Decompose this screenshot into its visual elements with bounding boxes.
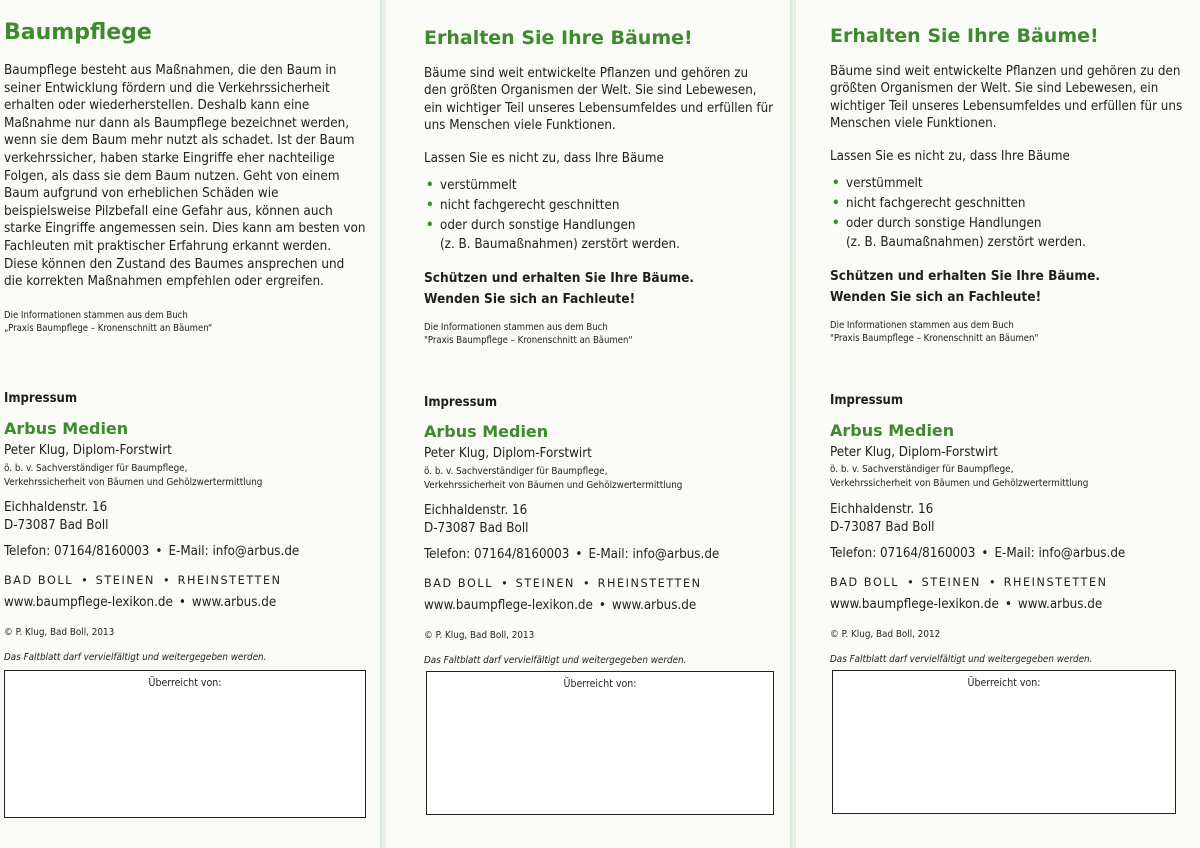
company-name: Arbus Medien <box>4 419 129 438</box>
web-link-2[interactable]: www.arbus.de <box>611 598 697 613</box>
location-3: RHEINSTETTEN <box>177 574 282 587</box>
bullet-icon: • <box>832 176 840 191</box>
locations-line <box>4 574 384 587</box>
location-3: RHEINSTETTEN <box>1003 576 1108 589</box>
street: Eichhaldenstr. 16 <box>830 502 934 517</box>
person-name: Peter Klug, Diplom-Forstwirt <box>4 443 172 458</box>
list-item <box>830 214 1200 251</box>
separator: • <box>598 598 606 613</box>
intro-paragraph: Bäume sind weit entwickelte Pflanzen und gehören zu den größten Organismen der Welt. Sie sind Lebewesen, ein wichtiger Teil unseres Lebensumfeldes und erfüllen für uns Menschen viele Funktionen. <box>424 66 774 134</box>
location-2: STEINEN <box>515 577 575 590</box>
copy-note: Das Faltblatt darf vervielfältigt und weitergegeben werden. <box>424 655 687 666</box>
impressum-heading: Impressum <box>830 393 904 408</box>
phone: Telefon: 07164/8160003 <box>4 544 150 559</box>
source-line-2: "Praxis Baumpflege – Kronenschnitt an Bäumen" <box>424 335 633 346</box>
list-item <box>830 174 1200 194</box>
panel-left <box>0 0 384 848</box>
separator: • <box>575 547 583 562</box>
role-line-2: Verkehrssicherheit von Bäumen und Gehölzwertermittlung <box>830 478 1089 489</box>
street: Eichhaldenstr. 16 <box>4 500 108 515</box>
page-title: Baumpflege <box>4 20 152 45</box>
web-link-2[interactable]: www.arbus.de <box>1017 597 1103 612</box>
call-to-action-1: Schützen und erhalten Sie Ihre Bäume. <box>830 268 1101 284</box>
list-item-continuation: (z. B. Baumaßnahmen) zerstört werden. <box>846 235 1086 250</box>
call-to-action-2: Wenden Sie sich an Fachleute! <box>830 289 1042 305</box>
person-name: Peter Klug, Diplom-Forstwirt <box>830 445 998 460</box>
call-to-action-1: Schützen und erhalten Sie Ihre Bäume. <box>424 270 695 286</box>
handover-label: Überreicht von: <box>563 678 637 690</box>
source-line-1: Die Informationen stammen aus dem Buch <box>424 322 608 333</box>
separator: • <box>582 577 590 590</box>
company-name: Arbus Medien <box>830 421 955 440</box>
role-line-1: ö. b. v. Sachverständiger für Baumpflege, <box>830 464 1014 475</box>
copy-note: Das Faltblatt darf vervielfältigt und weitergegeben werden. <box>830 654 1093 665</box>
web-line <box>424 598 794 613</box>
location-2: STEINEN <box>95 574 155 587</box>
street: Eichhaldenstr. 16 <box>424 503 528 518</box>
person-name: Peter Klug, Diplom-Forstwirt <box>424 446 592 461</box>
impressum-heading: Impressum <box>424 395 498 410</box>
list-item-text: verstümmelt <box>440 178 517 193</box>
location-1: BAD BOLL <box>4 574 74 587</box>
separator: • <box>981 546 989 561</box>
locations-line <box>830 576 1200 589</box>
separator: • <box>988 576 996 589</box>
web-link-1[interactable]: www.baumpflege-lexikon.de <box>830 597 999 612</box>
separator: • <box>155 544 163 559</box>
list-item-text: nicht fachgerecht geschnitten <box>846 196 1026 211</box>
lead-sentence: Lassen Sie es nicht zu, dass Ihre Bäume <box>830 149 1070 164</box>
bullet-icon: • <box>426 178 434 193</box>
web-link-1[interactable]: www.baumpflege-lexikon.de <box>4 595 173 610</box>
call-to-action-2: Wenden Sie sich an Fachleute! <box>424 291 636 307</box>
list-item <box>424 176 794 196</box>
phone: Telefon: 07164/8160003 <box>830 546 976 561</box>
separator: • <box>162 574 170 587</box>
location-1: BAD BOLL <box>424 577 494 590</box>
contact-line <box>830 546 1200 561</box>
panel-title: Erhalten Sie Ihre Bäume! <box>830 25 1099 47</box>
email-link[interactable]: E-Mail: info@arbus.de <box>994 546 1126 561</box>
role-line-2: Verkehrssicherheit von Bäumen und Gehölzwertermittlung <box>4 477 263 488</box>
list-item-text: verstümmelt <box>846 176 923 191</box>
copyright: © P. Klug, Bad Boll, 2012 <box>830 629 941 640</box>
handover-box <box>832 670 1176 814</box>
handover-label: Überreicht von: <box>967 677 1041 689</box>
source-line-1: Die Informationen stammen aus dem Buch <box>830 320 1014 331</box>
bullet-list <box>830 174 1200 251</box>
city: D-73087 Bad Boll <box>424 521 529 536</box>
city: D-73087 Bad Boll <box>830 520 935 535</box>
impressum-heading: Impressum <box>4 391 78 406</box>
role-line-1: ö. b. v. Sachverständiger für Baumpflege, <box>424 466 608 477</box>
copy-note: Das Faltblatt darf vervielfältigt und weitergegeben werden. <box>4 652 267 663</box>
panel-middle <box>386 0 794 848</box>
panel-right <box>796 0 1200 848</box>
copyright: © P. Klug, Bad Boll, 2013 <box>424 630 535 641</box>
list-item-text: nicht fachgerecht geschnitten <box>440 198 620 213</box>
phone: Telefon: 07164/8160003 <box>424 547 570 562</box>
separator: • <box>81 574 88 587</box>
separator: • <box>178 595 186 610</box>
bullet-icon: • <box>426 198 434 213</box>
contact-line <box>4 544 384 559</box>
bullet-list <box>424 176 794 253</box>
list-item <box>424 196 794 216</box>
list-item-text: oder durch sonstige Handlungen <box>440 218 636 233</box>
email-link[interactable]: E-Mail: info@arbus.de <box>588 547 720 562</box>
separator: • <box>501 577 508 590</box>
list-item-text: oder durch sonstige Handlungen <box>846 216 1042 231</box>
role-line-2: Verkehrssicherheit von Bäumen und Gehölzwertermittlung <box>424 480 683 491</box>
separator: • <box>907 576 914 589</box>
role-line-1: ö. b. v. Sachverständiger für Baumpflege, <box>4 463 188 474</box>
company-name: Arbus Medien <box>424 422 549 441</box>
email-link[interactable]: E-Mail: info@arbus.de <box>168 544 300 559</box>
source-line-2: "Praxis Baumpflege – Kronenschnitt an Bäumen" <box>830 333 1039 344</box>
web-line <box>830 597 1200 612</box>
lead-sentence: Lassen Sie es nicht zu, dass Ihre Bäume <box>424 151 664 166</box>
bullet-icon: • <box>832 216 840 231</box>
handover-box <box>426 671 774 815</box>
panel-title: Erhalten Sie Ihre Bäume! <box>424 27 693 49</box>
handover-label: Überreicht von: <box>148 677 222 689</box>
copyright: © P. Klug, Bad Boll, 2013 <box>4 627 115 638</box>
contact-line <box>424 547 794 562</box>
bullet-icon: • <box>426 218 434 233</box>
list-item-continuation: (z. B. Baumaßnahmen) zerstört werden. <box>440 237 680 252</box>
list-item <box>424 216 794 253</box>
handover-box <box>4 670 366 818</box>
list-item <box>830 194 1200 214</box>
location-1: BAD BOLL <box>830 576 900 589</box>
intro-paragraph: Baumpflege besteht aus Maßnahmen, die den Baum in seiner Entwicklung fördern und die Verkehrssicherheit erhalten oder wiederherstellen. Deshalb kann eine Maßnahme nur dann als Baumpflege bezeichnet werden, wenn sie dem Baum mehr nutzt als schadet. Ist der Baum verkehrssicher, haben starke Eingriffe eher nachteilige Folgen, als dass sie dem Baum nutzen. Geht von einem Baum aufgrund von erheblichen Schäden wie beispielsweise Pilzbefall eine Gefahr aus, können auch starke Eingriffe angemessen sein. Dies kann am besten von Fachleuten mit praktischer Erfahrung erkannt werden. Diese können den Zustand des Baumes ansprechen und die korrekten Maßnahmen empfehlen oder ergreifen. <box>4 63 366 290</box>
bullet-icon: • <box>832 196 840 211</box>
intro-paragraph: Bäume sind weit entwickelte Pflanzen und gehören zu den größten Organismen der Welt. Sie sind Lebewesen, ein wichtiger Teil unseres Lebensumfeldes und erfüllen für uns Menschen viele Funktionen. <box>830 64 1183 132</box>
location-3: RHEINSTETTEN <box>597 577 702 590</box>
source-line-1: Die Informationen stammen aus dem Buch <box>4 310 188 321</box>
separator: • <box>1004 597 1012 612</box>
city: D-73087 Bad Boll <box>4 518 109 533</box>
web-link-2[interactable]: www.arbus.de <box>191 595 277 610</box>
source-line-2: „Praxis Baumpflege – Kronenschnitt an Bäumen“ <box>4 323 213 334</box>
location-2: STEINEN <box>921 576 981 589</box>
web-line <box>4 595 384 610</box>
locations-line <box>424 577 794 590</box>
web-link-1[interactable]: www.baumpflege-lexikon.de <box>424 598 593 613</box>
